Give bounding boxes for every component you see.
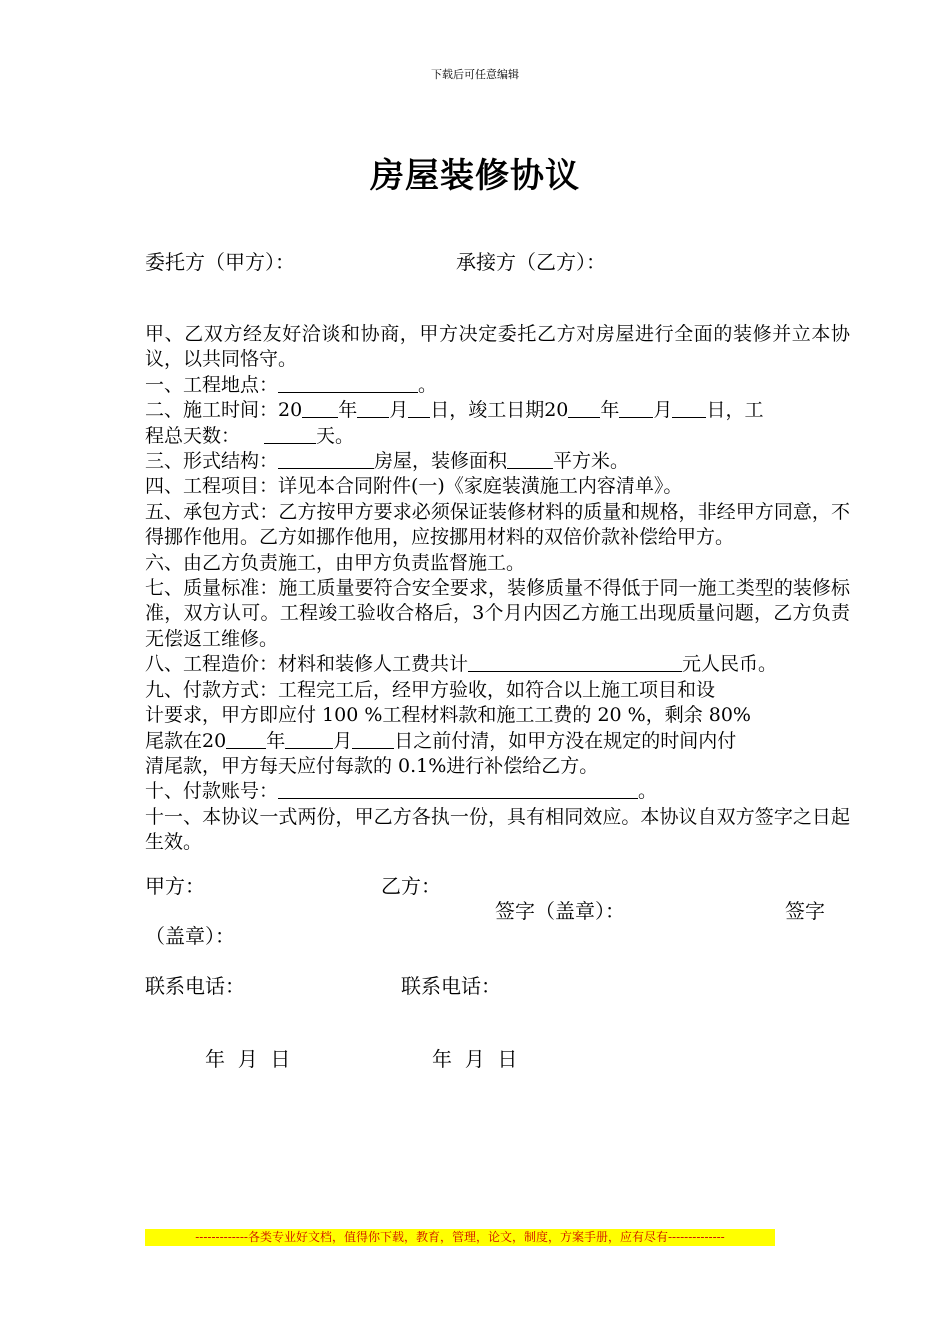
agreement-body (145, 322, 850, 856)
sign-a-part1: 签字 (785, 899, 825, 923)
clause-7: 七、质量标准：施工质量要符合安全要求，装修质量不得低于同一施工类型的装修标准，双方认可。工程竣工验收合格后，3个月内因乙方施工出现质量问题，乙方负责无偿返工维修。 (145, 577, 850, 650)
clause-2-cont: 程总天数： 天。 (145, 424, 355, 447)
signature-party-b: 乙方： (381, 874, 441, 898)
clause-9-line-3: 尾款在20 年 月 日之前付清，如甲方没在规定的时间内付 (145, 729, 737, 752)
blank-pay-year[interactable] (226, 730, 266, 749)
clause-2: 二、施工时间：20 年 月 日，竣工日期20 年 月 日，工 (145, 399, 764, 422)
signature-party-a: 甲方： (145, 874, 205, 898)
blank-end-day[interactable] (672, 399, 706, 418)
clause-5: 五、承包方式：乙方按甲方要求必须保证装修材料的质量和规格，非经甲方同意，不得挪作他用。乙方如挪作他用，应按挪用材料的双倍价款补偿给甲方。 (145, 500, 850, 549)
blank-total-cost[interactable] (468, 653, 682, 672)
sign-seal-b: 签字（盖章）： (495, 899, 625, 923)
date-b: 年 月 日 (432, 1047, 518, 1071)
blank-total-days[interactable] (264, 425, 316, 444)
clause-1: 一、工程地点： 。 (145, 373, 438, 396)
blank-account-number[interactable] (278, 780, 638, 799)
clause-9-line-2: 计要求，甲方即应付 100 %工程材料款和施工工费的 20 %，剩余 80% (145, 704, 751, 727)
sign-a-part2: （盖章）： (145, 924, 235, 948)
blank-structure[interactable] (278, 450, 374, 469)
header-note: 下载后可任意编辑 (431, 68, 519, 81)
clause-10: 十、付款账号： 。 (145, 780, 658, 803)
blank-start-month[interactable] (357, 399, 389, 418)
blank-end-month[interactable] (619, 399, 653, 418)
phone-a-label: 联系电话： (145, 974, 245, 998)
document-title: 房屋装修协议 (370, 156, 580, 196)
blank-start-day[interactable] (408, 399, 430, 418)
blank-pay-month[interactable] (285, 730, 333, 749)
clause-9-line-1: 九、付款方式：工程完工后，经甲方验收，如符合以上施工项目和设 (145, 678, 716, 701)
blank-start-year[interactable] (302, 399, 338, 418)
clause-6: 六、由乙方负责施工，由甲方负责监督施工。 (145, 551, 526, 574)
clause-11: 十一、本协议一式两份，甲乙方各执一份，具有相同效应。本协议自双方签字之日起生效。 (145, 805, 850, 854)
party-a-label: 委托方（甲方）： (145, 250, 295, 274)
intro-paragraph: 甲、乙双方经友好洽谈和协商，甲方决定委托乙方对房屋进行全面的装修并立本协议，以共同恪守。 (145, 323, 850, 371)
date-a: 年 月 日 (205, 1047, 291, 1071)
blank-pay-day[interactable] (352, 730, 394, 749)
blank-area[interactable] (507, 450, 553, 469)
party-b-label: 承接方（乙方）： (456, 250, 606, 274)
clause-4: 四、工程项目：详见本合同附件(一)《家庭装潢施工内容清单》。 (145, 475, 683, 498)
clause-9-line-4: 清尾款，甲方每天应付每款的 0.1%进行补偿给乙方。 (145, 754, 599, 777)
footer-banner: -------------各类专业好文档，值得你下载，教育，管理，论文，制度，方案手册，应有尽有-------------- (145, 1229, 775, 1246)
clause-3: 三、形式结构： 房屋，装修面积 平方米。 (145, 450, 630, 473)
blank-end-year[interactable] (568, 399, 600, 418)
phone-b-label: 联系电话： (401, 974, 501, 998)
clause-8: 八、工程造价：材料和装修人工费共计 元人民币。 (145, 653, 778, 676)
blank-location[interactable] (278, 374, 418, 393)
